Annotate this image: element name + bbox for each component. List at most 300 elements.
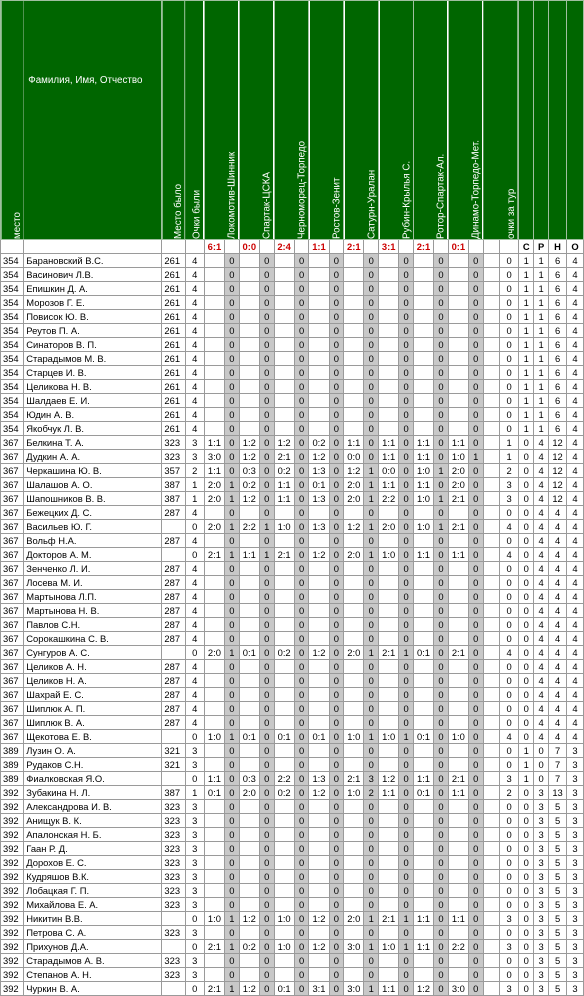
n-cell: 5 [549, 982, 567, 996]
match-points-cell: 0 [225, 786, 240, 800]
name-cell: Мартынова Л.П. [24, 590, 162, 604]
r-cell: 1 [534, 324, 549, 338]
prediction-cell [448, 268, 468, 282]
place-was-cell: 287 [162, 660, 185, 674]
o-cell: 4 [567, 646, 584, 660]
points-were-cell: 3 [185, 450, 204, 464]
tour-points-cell: 0 [499, 534, 518, 548]
prediction-cell [204, 296, 224, 310]
points-were-cell: 4 [185, 562, 204, 576]
c-cell: 1 [519, 758, 534, 772]
match-points-cell: 0 [329, 870, 344, 884]
place-was-cell: 323 [162, 954, 185, 968]
o-cell: 4 [567, 604, 584, 618]
prediction-cell: 1:2 [344, 520, 364, 534]
prediction-cell [309, 828, 329, 842]
match-points-cell: 0 [259, 366, 274, 380]
prediction-cell [309, 926, 329, 940]
table-row [1, 646, 584, 660]
tour-points-cell: 1 [499, 450, 518, 464]
match-points-cell: 0 [294, 926, 309, 940]
prediction-cell [204, 842, 224, 856]
match-points-cell: 0 [434, 772, 449, 786]
match-points-cell: 0 [329, 912, 344, 926]
r-cell: 3 [534, 982, 549, 996]
name-cell: Лузин О. А. [24, 744, 162, 758]
o-cell: 4 [567, 534, 584, 548]
prediction-cell [309, 380, 329, 394]
match-points-cell: 0 [364, 338, 379, 352]
c-cell: 0 [519, 730, 534, 744]
match-points-cell: 0 [225, 562, 240, 576]
c-cell: 0 [519, 912, 534, 926]
tour-points-cell: 0 [499, 604, 518, 618]
match-points-cell: 0 [294, 828, 309, 842]
match-points-cell: 0 [259, 744, 274, 758]
match-points-cell: 0 [329, 520, 344, 534]
table-row [1, 772, 584, 786]
prediction-cell [448, 338, 468, 352]
name-cell: Барановский В.С. [24, 254, 162, 268]
tour-gap-cell [483, 604, 499, 618]
place-cell: 354 [1, 338, 24, 352]
prediction-cell [344, 576, 364, 590]
points-were-cell: 0 [185, 772, 204, 786]
prediction-cell: 2:0 [344, 492, 364, 506]
prediction-cell [239, 380, 259, 394]
prediction-cell [379, 660, 399, 674]
prediction-cell [204, 856, 224, 870]
scores-gap [259, 240, 274, 254]
table-row [1, 366, 584, 380]
prediction-cell [379, 338, 399, 352]
tour-points-cell: 0 [499, 324, 518, 338]
points-were-cell: 3 [185, 828, 204, 842]
prediction-cell [413, 282, 433, 296]
match-points-cell: 1 [225, 548, 240, 562]
prediction-cell [413, 324, 433, 338]
tour-gap-cell [483, 856, 499, 870]
c-cell: 0 [519, 646, 534, 660]
o-cell: 3 [567, 968, 584, 982]
r-cell: 0 [534, 772, 549, 786]
o-cell: 4 [567, 464, 584, 478]
prediction-cell [239, 310, 259, 324]
c-cell: 0 [519, 940, 534, 954]
place-was-cell: 261 [162, 254, 185, 268]
r-cell: 3 [534, 968, 549, 982]
match-points-cell: 0 [329, 366, 344, 380]
match-points-cell: 0 [294, 282, 309, 296]
points-were-cell: 3 [185, 800, 204, 814]
prediction-cell [413, 296, 433, 310]
prediction-cell: 1:0 [448, 450, 468, 464]
scores-row [1, 240, 584, 254]
prediction-cell [239, 660, 259, 674]
match-points-cell: 0 [399, 688, 414, 702]
place-was-cell: 287 [162, 702, 185, 716]
prediction-cell: 1:0 [413, 520, 433, 534]
match-points-cell: 0 [364, 506, 379, 520]
prediction-cell [239, 604, 259, 618]
prediction-cell [309, 296, 329, 310]
match-points-cell: 0 [468, 408, 483, 422]
tour-gap-cell [483, 898, 499, 912]
table-row [1, 576, 584, 590]
scores-blank-tp2 [499, 240, 518, 254]
place-cell: 367 [1, 478, 24, 492]
prediction-cell: 0:2 [309, 436, 329, 450]
match-points-cell: 0 [468, 982, 483, 996]
tour-gap-cell [483, 310, 499, 324]
match-points-cell: 0 [399, 254, 414, 268]
scores-gap [468, 240, 483, 254]
prediction-cell [204, 534, 224, 548]
points-were-cell: 4 [185, 366, 204, 380]
match-points-cell: 0 [468, 674, 483, 688]
prediction-cell: 2:2 [274, 772, 294, 786]
match-points-cell: 0 [329, 632, 344, 646]
match-points-cell: 0 [259, 590, 274, 604]
tour-points-cell: 4 [499, 730, 518, 744]
table-row [1, 408, 584, 422]
tour-gap-cell [483, 842, 499, 856]
prediction-cell [204, 352, 224, 366]
prediction-cell: 0:2 [274, 786, 294, 800]
prediction-cell: 0:3 [239, 464, 259, 478]
prediction-cell [274, 338, 294, 352]
match-score: 0:0 [239, 240, 259, 254]
match-points-cell: 0 [294, 772, 309, 786]
place-cell: 354 [1, 408, 24, 422]
c-cell: 0 [519, 842, 534, 856]
prediction-cell [448, 590, 468, 604]
prediction-cell [239, 576, 259, 590]
tour-gap-cell [483, 660, 499, 674]
match-points-cell: 3 [364, 772, 379, 786]
prediction-cell [204, 716, 224, 730]
scores-gap [225, 240, 240, 254]
prediction-cell [413, 758, 433, 772]
name-cell: Анищук В. К. [24, 814, 162, 828]
place-cell: 389 [1, 758, 24, 772]
r-cell: 3 [534, 842, 549, 856]
prediction-cell [379, 618, 399, 632]
prediction-cell [448, 968, 468, 982]
prediction-cell [448, 576, 468, 590]
prediction-cell [448, 954, 468, 968]
header-r: Р [534, 240, 549, 254]
name-cell: Целиков Н. А. [24, 674, 162, 688]
points-were-cell: 4 [185, 702, 204, 716]
prediction-cell [204, 562, 224, 576]
match-points-cell: 0 [225, 590, 240, 604]
match-points-cell: 0 [364, 828, 379, 842]
match-points-cell: 0 [225, 898, 240, 912]
prediction-cell: 0:0 [379, 464, 399, 478]
name-cell: Старадымов М. В. [24, 352, 162, 366]
match-points-cell: 0 [225, 268, 240, 282]
prediction-cell [413, 954, 433, 968]
match-points-cell: 0 [399, 800, 414, 814]
name-cell: Васинович Л.В. [24, 268, 162, 282]
match-points-cell: 0 [434, 786, 449, 800]
place-cell: 367 [1, 520, 24, 534]
prediction-cell [448, 884, 468, 898]
o-cell: 3 [567, 758, 584, 772]
match-points-cell: 0 [364, 422, 379, 436]
prediction-cell [413, 604, 433, 618]
name-cell: Апалонская Н. Б. [24, 828, 162, 842]
prediction-cell [344, 268, 364, 282]
match-points-cell: 0 [294, 884, 309, 898]
prediction-cell [274, 884, 294, 898]
prediction-cell [344, 338, 364, 352]
prediction-cell: 1:1 [274, 492, 294, 506]
prediction-cell [448, 296, 468, 310]
match-points-cell: 0 [294, 744, 309, 758]
o-cell: 4 [567, 562, 584, 576]
prediction-cell [344, 954, 364, 968]
n-cell: 5 [549, 954, 567, 968]
match-points-cell: 0 [225, 814, 240, 828]
place-cell: 367 [1, 548, 24, 562]
points-were-cell: 4 [185, 716, 204, 730]
prediction-cell [379, 870, 399, 884]
place-cell: 392 [1, 842, 24, 856]
tour-points-cell: 0 [499, 296, 518, 310]
prediction-cell [239, 828, 259, 842]
tour-gap-cell [483, 716, 499, 730]
match-points-cell: 0 [259, 856, 274, 870]
prediction-cell: 0:2 [239, 478, 259, 492]
c-cell: 0 [519, 576, 534, 590]
match-points-cell: 0 [399, 338, 414, 352]
match-points-cell: 0 [329, 324, 344, 338]
prediction-cell [239, 674, 259, 688]
o-cell: 3 [567, 772, 584, 786]
c-cell: 0 [519, 562, 534, 576]
o-cell: 4 [567, 268, 584, 282]
n-cell: 6 [549, 366, 567, 380]
match-score: 6:1 [204, 240, 224, 254]
header-match-5: Сатурн-Уралан [344, 1, 379, 240]
prediction-cell [309, 310, 329, 324]
match-points-cell: 0 [259, 450, 274, 464]
name-cell: Чуркин В. А. [24, 982, 162, 996]
place-was-cell: 323 [162, 968, 185, 982]
n-cell: 4 [549, 618, 567, 632]
name-cell: Шиплюк А. П. [24, 702, 162, 716]
n-cell: 5 [549, 968, 567, 982]
prediction-cell [448, 604, 468, 618]
tour-gap-cell [483, 408, 499, 422]
match-points-cell: 0 [364, 954, 379, 968]
tour-points-cell: 0 [499, 898, 518, 912]
points-were-cell: 4 [185, 408, 204, 422]
prediction-cell: 1:0 [344, 730, 364, 744]
name-cell: Синаторов В. П. [24, 338, 162, 352]
c-cell: 0 [519, 632, 534, 646]
match-points-cell: 0 [364, 744, 379, 758]
place-was-cell: 287 [162, 604, 185, 618]
name-cell: Вольф Н.А. [24, 534, 162, 548]
match-points-cell: 0 [259, 842, 274, 856]
place-was-cell: 323 [162, 800, 185, 814]
prediction-cell: 0:1 [413, 730, 433, 744]
match-points-cell: 0 [434, 618, 449, 632]
o-cell: 3 [567, 856, 584, 870]
match-points-cell: 0 [364, 716, 379, 730]
tour-points-cell: 0 [499, 842, 518, 856]
prediction-cell [309, 562, 329, 576]
prediction-cell [448, 898, 468, 912]
prediction-cell [274, 968, 294, 982]
tour-points-cell: 0 [499, 338, 518, 352]
prediction-cell [274, 296, 294, 310]
prediction-cell: 1:1 [448, 912, 468, 926]
name-cell: Старцев И. В. [24, 366, 162, 380]
prediction-cell [274, 576, 294, 590]
table-row [1, 884, 584, 898]
points-were-cell: 4 [185, 674, 204, 688]
prediction-cell [344, 562, 364, 576]
tour-points-cell: 0 [499, 828, 518, 842]
match-points-cell: 0 [399, 282, 414, 296]
header-o: О [567, 240, 584, 254]
match-points-cell: 0 [399, 898, 414, 912]
prediction-cell: 2:0 [448, 464, 468, 478]
tour-points-cell: 0 [499, 254, 518, 268]
prediction-cell: 1:1 [413, 450, 433, 464]
prediction-cell: 1:1 [344, 436, 364, 450]
place-cell: 367 [1, 436, 24, 450]
match-points-cell: 0 [225, 828, 240, 842]
n-cell: 12 [549, 478, 567, 492]
o-cell: 4 [567, 576, 584, 590]
prediction-cell [239, 716, 259, 730]
tour-gap-cell [483, 422, 499, 436]
prediction-cell [239, 870, 259, 884]
match-points-cell: 0 [259, 632, 274, 646]
prediction-cell: 1:1 [413, 772, 433, 786]
prediction-cell [379, 632, 399, 646]
tour-points-cell: 0 [499, 688, 518, 702]
prediction-cell [239, 702, 259, 716]
tour-gap-cell [483, 772, 499, 786]
prediction-cell [379, 758, 399, 772]
prediction-cell [344, 380, 364, 394]
r-cell: 3 [534, 814, 549, 828]
prediction-cell [413, 870, 433, 884]
r-cell: 3 [534, 786, 549, 800]
c-cell: 1 [519, 422, 534, 436]
place-cell: 354 [1, 366, 24, 380]
prediction-cell: 1:2 [309, 786, 329, 800]
match-points-cell: 0 [468, 800, 483, 814]
match-points-cell: 0 [468, 744, 483, 758]
table-row [1, 954, 584, 968]
prediction-cell [274, 380, 294, 394]
prediction-cell: 1:2 [239, 450, 259, 464]
place-was-cell: 287 [162, 506, 185, 520]
place-was-cell [162, 548, 185, 562]
match-points-cell: 0 [294, 352, 309, 366]
prediction-cell [239, 562, 259, 576]
place-cell: 367 [1, 618, 24, 632]
prediction-cell [204, 506, 224, 520]
place-was-cell: 261 [162, 408, 185, 422]
match-points-cell: 0 [294, 688, 309, 702]
place-cell: 392 [1, 800, 24, 814]
n-cell: 4 [549, 632, 567, 646]
prediction-cell [379, 702, 399, 716]
place-was-cell: 261 [162, 422, 185, 436]
prediction-cell [448, 380, 468, 394]
prediction-cell [204, 898, 224, 912]
place-was-cell: 287 [162, 674, 185, 688]
match-points-cell: 0 [434, 968, 449, 982]
match-points-cell: 0 [259, 478, 274, 492]
r-cell: 4 [534, 604, 549, 618]
match-points-cell: 0 [329, 842, 344, 856]
match-points-cell: 0 [225, 632, 240, 646]
n-cell: 5 [549, 940, 567, 954]
prediction-cell [309, 660, 329, 674]
points-were-cell: 3 [185, 870, 204, 884]
match-points-cell: 0 [364, 618, 379, 632]
prediction-cell: 2:0 [344, 646, 364, 660]
c-cell: 0 [519, 492, 534, 506]
match-points-cell: 0 [399, 590, 414, 604]
name-cell: Сорокашкина С. В. [24, 632, 162, 646]
prediction-cell [239, 254, 259, 268]
match-points-cell: 0 [468, 632, 483, 646]
r-cell: 4 [534, 506, 549, 520]
r-cell: 3 [534, 870, 549, 884]
points-were-cell: 4 [185, 604, 204, 618]
match-points-cell: 0 [468, 772, 483, 786]
match-points-cell: 0 [294, 366, 309, 380]
prediction-cell: 2:0 [204, 646, 224, 660]
match-points-cell: 0 [294, 674, 309, 688]
prediction-cell [309, 702, 329, 716]
table-row [1, 450, 584, 464]
prediction-cell: 0:1 [239, 730, 259, 744]
prediction-cell [344, 828, 364, 842]
n-cell: 4 [549, 506, 567, 520]
prediction-cell [448, 744, 468, 758]
match-points-cell: 0 [294, 254, 309, 268]
match-points-cell: 1 [399, 912, 414, 926]
prediction-cell [274, 688, 294, 702]
match-points-cell: 1 [225, 478, 240, 492]
match-points-cell: 0 [225, 380, 240, 394]
place-was-cell: 287 [162, 618, 185, 632]
match-points-cell: 0 [259, 772, 274, 786]
place-cell: 392 [1, 814, 24, 828]
points-were-cell: 3 [185, 842, 204, 856]
match-points-cell: 0 [294, 716, 309, 730]
prediction-cell [344, 254, 364, 268]
points-were-cell: 4 [185, 632, 204, 646]
prediction-cell [204, 422, 224, 436]
match-points-cell: 0 [399, 450, 414, 464]
prediction-cell: 1:1 [379, 450, 399, 464]
match-points-cell: 0 [294, 982, 309, 996]
table-row [1, 478, 584, 492]
prediction-cell [309, 408, 329, 422]
